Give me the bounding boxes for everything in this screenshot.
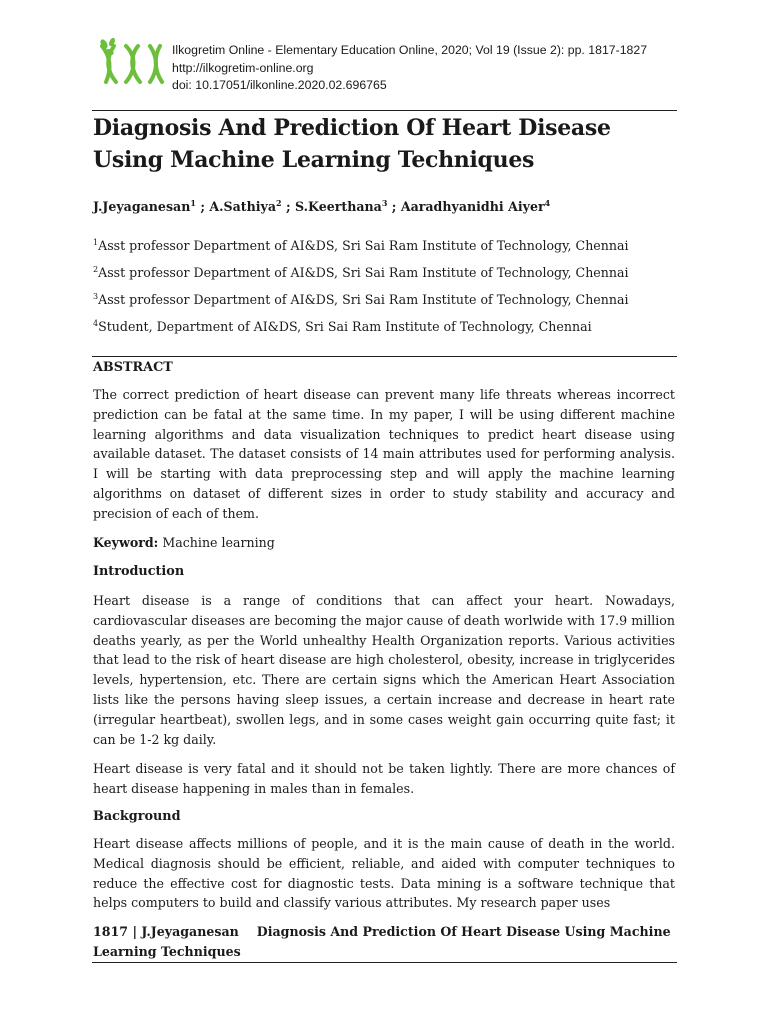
keyword-label: Keyword: <box>93 535 159 550</box>
footer-divider <box>92 962 677 963</box>
ilkogretim-logo-icon <box>96 38 166 88</box>
footer-separator: | <box>128 924 142 939</box>
author-sup: 1 <box>190 197 196 208</box>
abstract-heading: ABSTRACT <box>93 360 173 375</box>
footer-author: J.Jeyaganesan <box>141 924 239 939</box>
affiliation <box>93 317 592 337</box>
page-number: 1817 <box>93 924 129 939</box>
author-separator: ; <box>195 199 210 214</box>
affiliation-sup: 2 <box>93 264 99 274</box>
running-title: Diagnosis And Prediction Of Heart Disease Using Machine Learning Techniques <box>93 924 671 959</box>
journal-citation: Ilkogretim Online - Elementary Education Online, 2020; Vol 19 (Issue 2): pp. 1817-1827 <box>172 43 648 57</box>
affiliation <box>93 290 629 310</box>
journal-doi: doi: 10.17051/ilkonline.2020.02.696765 <box>172 78 387 92</box>
background-paragraph: Heart disease affects millions of people, and it is the main cause of death in the world. Medical diagnosis should be efficient, reliable, and aided with computer techniques to reduce the effective cost for diagnostic tests. Data mining is a software technique that helps computers to build and classify various attributes. My research paper uses <box>93 836 675 911</box>
keyword-value: Machine learning <box>158 535 275 550</box>
background-heading: Background <box>93 809 181 824</box>
affiliation-text: Asst professor Department of AI&DS, Sri Sai Ram Institute of Technology, Chennai <box>98 265 629 280</box>
journal-header <box>96 38 676 98</box>
affiliation <box>93 236 629 256</box>
abstract-body: The correct prediction of heart disease can prevent many life threats whereas incorrect prediction can be fatal at the same time. In my paper, I will be using different machine learning algorithms and data visualization techniques to predict heart disease using available dataset. The dataset consists of 14 main attributes used for performing analysis. I will be starting with data preprocessing step and will apply the machine learning algorithms on dataset of different sizes in order to study stability and accuracy and precision of each of them. <box>93 387 675 521</box>
author-name: S.Keerthana <box>295 199 382 214</box>
paper-title: Diagnosis And Prediction Of Heart Disease Using Machine Learning Techniques <box>93 115 611 173</box>
introduction-paragraph: Heart disease is a range of conditions that can affect your heart. Nowadays, cardiovascular diseases are becoming the major cause of death worlwide with 17.9 million deaths yearly, as per the World unhealthy Health Organization reports. Various activities that lead to the risk of heart disease are high cholesterol, obesity, increase in triglycerides levels, hypertension, etc. There are certain signs which the American Heart Association lists like the persons having sleep issues, a certain increase and decrease in heart rate (irregular heartbeat), swollen legs, and in some cases weight gain occurring quite fast; it can be 1-2 kg daily. <box>93 593 675 747</box>
affiliation-text: Asst professor Department of AI&DS, Sri Sai Ram Institute of Technology, Chennai <box>98 292 629 307</box>
affiliation-sup: 4 <box>93 318 99 328</box>
author-name: J.Jeyaganesan <box>93 199 191 214</box>
author-separator: ; <box>281 199 296 214</box>
abstract-divider <box>92 356 677 357</box>
author-list <box>93 197 550 217</box>
page-footer <box>93 922 675 962</box>
author-sup: 4 <box>544 197 551 208</box>
author-sup: 3 <box>381 197 388 208</box>
author-sup: 2 <box>276 197 282 208</box>
author-name: A.Sathiya <box>209 199 277 214</box>
affiliation-text: Student, Department of AI&DS, Sri Sai Ram Institute of Technology, Chennai <box>98 319 592 334</box>
journal-info <box>172 42 647 95</box>
author-name: Aaradhyanidhi Aiyer <box>400 199 545 214</box>
introduction-paragraph: Heart disease is very fatal and it should not be taken lightly. There are more chances of heart disease happening in males than in females. <box>93 761 675 796</box>
affiliation-sup: 3 <box>93 291 99 301</box>
keyword-line <box>93 533 675 553</box>
affiliation <box>93 263 629 283</box>
header-divider <box>92 110 677 111</box>
journal-url[interactable]: http://ilkogretim-online.org <box>172 60 314 75</box>
affiliation-sup: 1 <box>93 237 99 247</box>
introduction-heading: Introduction <box>93 564 185 579</box>
author-separator: ; <box>387 199 401 214</box>
affiliation-text: Asst professor Department of AI&DS, Sri Sai Ram Institute of Technology, Chennai <box>98 238 629 253</box>
